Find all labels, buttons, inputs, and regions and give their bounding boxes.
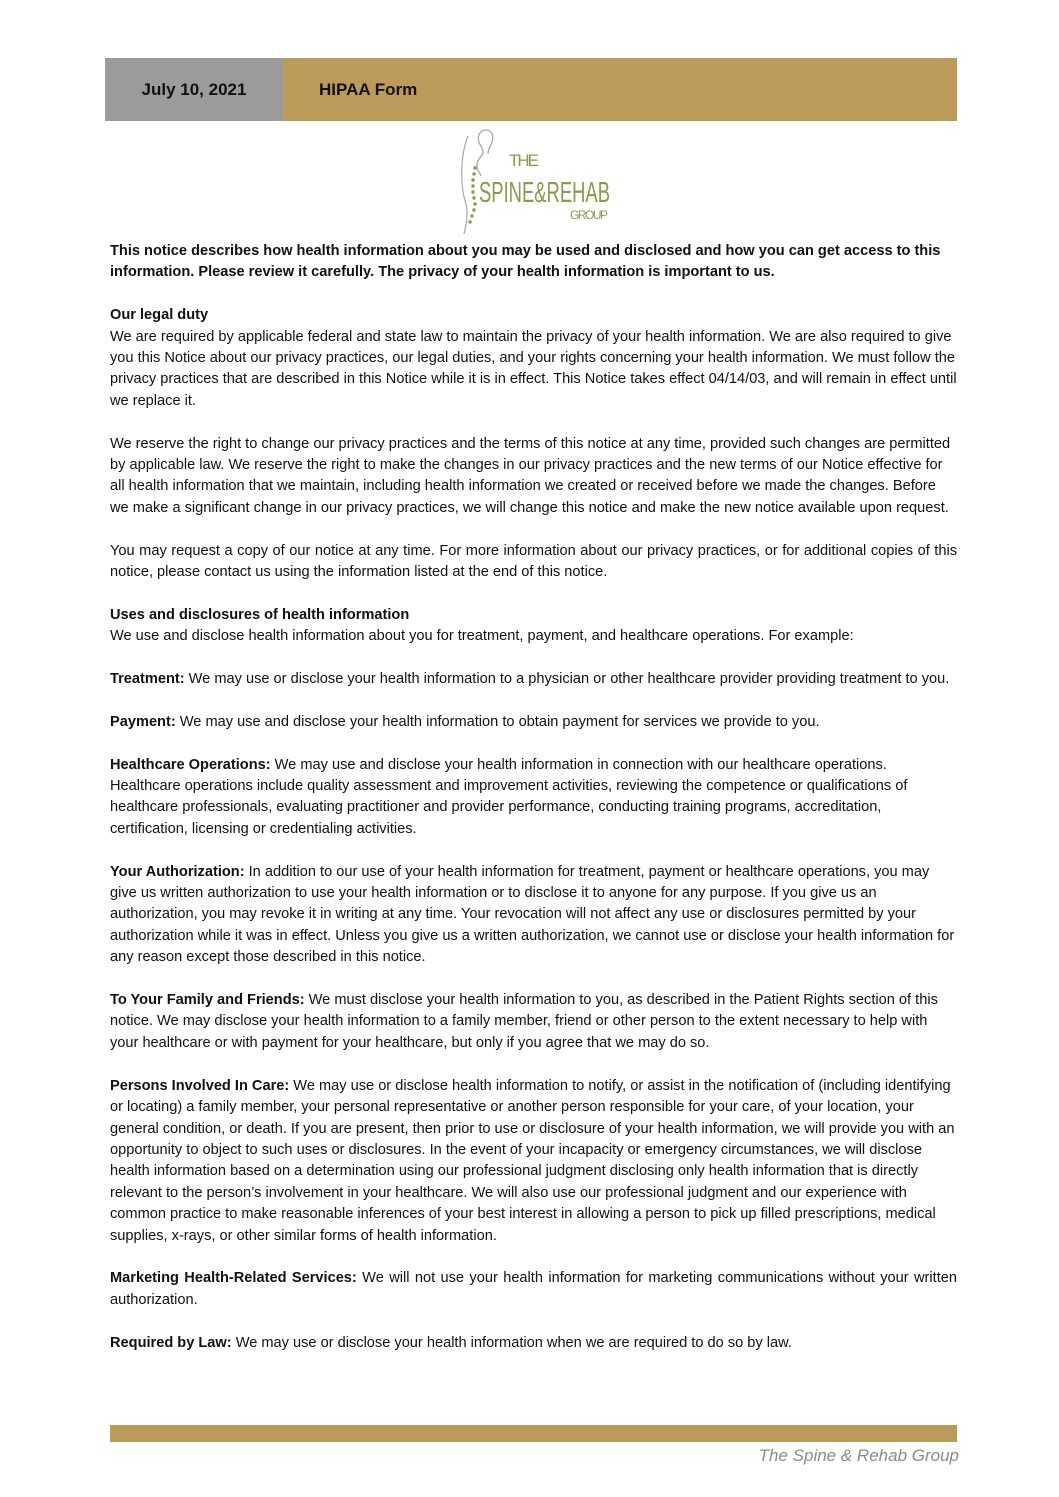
footer-bar xyxy=(110,1425,957,1442)
item-text: In addition to our use of your health information for treatment, payment or healthcare operations, you may give us written authorization to use your health information or to disclose it to anyone for any purpose. If you give us an authorization, you may revoke it in writing at any time. Your revocation will not affect any use or disclosures permitted by your authorization while it was in effect. Unless you give us a written authorization, we cannot use or disclose your health information for any reason except those described in this notice. xyxy=(110,863,955,966)
legal-duty-paragraph-2: We reserve the right to change our privacy practices and the terms of this notice at any time, provided such changes are permitted by applicable law. We reserve the right to make the changes in our privacy practices and the new terms of our Notice effective for all health information that we maintain, including health information we created or received before we made the changes. Before we make a significant change in our privacy practices, we will change this notice and make the new notice available upon request. xyxy=(110,435,951,516)
uses-heading: Uses and disclosures of health information xyxy=(110,606,410,623)
logo-line2: SPINE&REHAB xyxy=(479,177,610,209)
item-label: To Your Family and Friends: xyxy=(110,992,305,1009)
spine-rehab-logo xyxy=(450,126,620,238)
item-label: Your Authorization: xyxy=(110,863,245,880)
item-text: We may use or disclose your health information when we are required to do so by law. xyxy=(231,1334,792,1351)
footer-text: The Spine & Rehab Group xyxy=(758,1446,959,1465)
uses-item-family-friends xyxy=(110,990,957,1054)
intro-notice: This notice describes how health information about you may be used and disclosed and how you can get access to this information. Please review it carefully. The privacy of your health information is important to us. xyxy=(110,243,941,281)
legal-duty-paragraph-1: We are required by applicable federal and state law to maintain the privacy of your health information. We are also required to give you this Notice about our privacy practices, our legal duties, and your rights concerning your health information. We must follow the privacy practices that are described in this Notice while it is in effect. This Notice takes effect 04/14/03, and will remain in effect until we replace it. xyxy=(110,328,957,409)
uses-item-persons-involved xyxy=(110,1076,957,1247)
uses-item-payment xyxy=(110,712,957,733)
uses-item-healthcare-operations xyxy=(110,755,957,841)
item-label: Marketing Health-Related Services: xyxy=(110,1270,357,1287)
uses-intro: We use and disclose health information about you for treatment, payment, and healthcare operations. For example: xyxy=(110,628,854,645)
logo-line3: GROUP xyxy=(570,208,608,222)
item-text: We must disclose your health information to you, as described in the Patient Rights section of this notice. We may disclose your health information to a family member, friend or other person to the extent necessary to help with your healthcare or with payment for your healthcare, but only if you agree that we may do so. xyxy=(110,992,938,1051)
item-text: We may use and disclose your health information in connection with our healthcare operations. Healthcare operations include quality assessment and improvement activities, reviewing the competence or qualifications of healthcare professionals, evaluating practitioner and provider performance, conducting training programs, accreditation, certification, licensing or credentialing activities. xyxy=(110,756,908,837)
notice-body xyxy=(110,241,957,1375)
uses-item-treatment xyxy=(110,669,957,690)
item-label: Persons Involved In Care: xyxy=(110,1077,290,1094)
legal-duty-section xyxy=(110,305,957,412)
uses-item-required-by-law xyxy=(110,1333,957,1354)
item-label: Treatment: xyxy=(110,671,185,688)
legal-duty-heading: Our legal duty xyxy=(110,307,209,324)
uses-item-marketing xyxy=(110,1268,957,1311)
item-label: Payment: xyxy=(110,713,176,730)
uses-item-your-authorization xyxy=(110,862,957,969)
uses-section xyxy=(110,605,957,648)
item-text: We may use or disclose health information to notify, or assist in the notification of (including identifying or locating) a family member, your personal representative or another person responsible for your care, of your location, your general condition, or death. If you are present, then prior to use or disclosure of your health information, we will provide you with an opportunity to object to such uses or disclosures. In the event of your incapacity or emergency circumstances, we will disclose health information based on a determination using our professional judgment disclosing only health information that is directly relevant to the person’s involvement in your healthcare. We will also use our professional judgment and our experience with common practice to make reasonable inferences of your best interest in allowing a person to pick up filled prescriptions, medical supplies, x-rays, or other similar forms of health information. xyxy=(110,1077,955,1244)
header-title: HIPAA Form xyxy=(283,58,957,121)
item-text: We will not use your health information for marketing communications without your written authorization. xyxy=(110,1270,957,1308)
item-text: We may use and disclose your health information to obtain payment for services we provide to you. xyxy=(175,713,820,730)
item-text: We may use or disclose your health information to a physician or other healthcare provider providing treatment to you. xyxy=(184,671,950,688)
item-label: Required by Law: xyxy=(110,1334,232,1351)
logo-line1: THE xyxy=(509,151,539,170)
item-label: Healthcare Operations: xyxy=(110,756,271,773)
header-date: July 10, 2021 xyxy=(105,58,283,121)
legal-duty-paragraph-3: You may request a copy of our notice at any time. For more information about our privacy practices, or for additional copies of this notice, please contact us using the information listed at the end of this notice. xyxy=(110,542,957,581)
